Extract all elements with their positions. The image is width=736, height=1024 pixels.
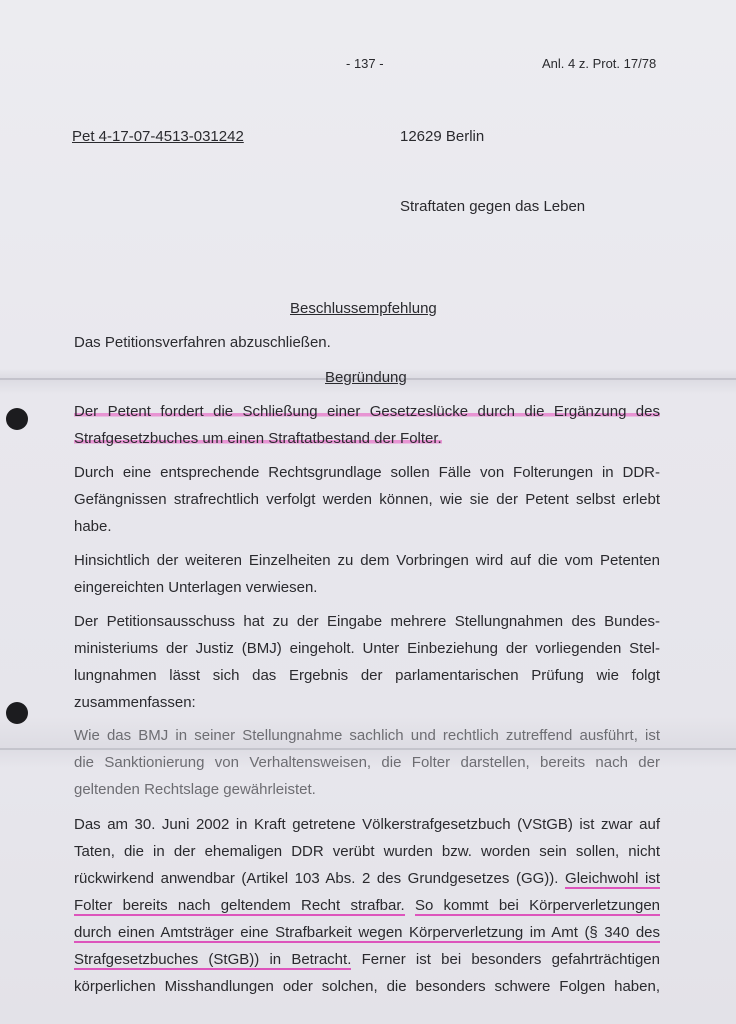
text-line xyxy=(74,946,660,973)
petition-number: Pet 4-17-07-4513-031242 xyxy=(72,128,244,145)
text-line: lungnahmen lässt sich das Ergebnis der parlamentarischen Prüfung wie folgt xyxy=(74,667,660,684)
paragraph xyxy=(74,722,660,803)
text-line xyxy=(74,892,660,919)
text-line: Taten, die in der ehemaligen DDR verübt wurden bzw. worden sein sollen, nicht xyxy=(74,843,660,860)
text-line: körperlichen Misshandlungen oder solchen, die besonders schwere Folgen haben, xyxy=(74,978,660,995)
text-line: geltenden Rechtslage gewährleistet. xyxy=(74,781,316,798)
text-line: die Sanktionierung von Verhaltensweisen, die Folter darstellen, bereits nach der xyxy=(74,754,660,771)
text-line xyxy=(74,865,660,892)
text-line: Gefängnissen strafrechtlich verfolgt werden können, wie sie der Petent selbst erlebt xyxy=(74,491,660,508)
underlined-text: So kommt bei Körperverletzungen xyxy=(414,897,661,914)
text-line: ministeriums der Justiz (BMJ) eingeholt. Unter Einbeziehung der vorliegenden Stel- xyxy=(74,640,660,657)
text-line: Der Petent fordert die Schließung einer Gesetzeslücke durch die Ergänzung des xyxy=(74,403,660,420)
text-line: Der Petitionsausschuss hat zu der Eingabe mehrere Stellungnahmen des Bundes- xyxy=(74,613,660,630)
underlined-text: durch einen Amtsträger eine Strafbarkeit wegen Körperverletzung im Amt (§ 340 des xyxy=(74,924,660,941)
recommendation-heading: Beschlussempfehlung xyxy=(290,300,437,317)
punch-hole xyxy=(6,408,28,430)
text-line: Strafgesetzbuches um einen Straftatbestand der Folter. xyxy=(74,430,442,447)
text-line: eingereichten Unterlagen verwiesen. xyxy=(74,579,318,596)
text-line: Wie das BMJ in seiner Stellungnahme sachlich und rechtlich zutreffend ausführt, ist xyxy=(74,727,660,744)
petitioner-location: 12629 Berlin xyxy=(400,128,485,145)
paragraph xyxy=(74,398,660,452)
text-line: habe. xyxy=(74,518,112,535)
petition-subject: Straftaten gegen das Leben xyxy=(400,198,586,215)
protocol-reference: Anl. 4 z. Prot. 17/78 xyxy=(542,56,657,71)
text-segment: rückwirkend anwendbar (Artikel 103 Abs. 2 des Grundgesetzes (GG)). xyxy=(74,870,559,887)
text-line xyxy=(74,919,660,946)
paragraph xyxy=(74,547,660,601)
punch-hole xyxy=(6,702,28,724)
text-line: zusammenfassen: xyxy=(74,694,196,711)
paragraph xyxy=(74,608,660,716)
reasoning-heading: Begründung xyxy=(325,369,407,386)
recommendation-text: Das Petitionsverfahren abzuschließen. xyxy=(74,334,331,351)
underlined-text: Gleichwohl ist xyxy=(565,870,660,887)
underlined-text: Strafgesetzbuches (StGB)) in Betracht. xyxy=(74,951,352,968)
page-number: - 137 - xyxy=(346,56,384,71)
paragraph xyxy=(74,811,660,1000)
text-line: Das am 30. Juni 2002 in Kraft getretene Völkerstrafgesetzbuch (VStGB) ist zwar auf xyxy=(74,816,660,833)
text-line: Durch eine entsprechende Rechtsgrundlage sollen Fälle von Folterungen in DDR- xyxy=(74,464,660,481)
text-line: Hinsichtlich der weiteren Einzelheiten zu dem Vorbringen wird auf die vom Petenten xyxy=(74,552,660,569)
text-segment: Ferner ist bei besonders gefahrträchtigen xyxy=(361,951,660,968)
underlined-text: Folter bereits nach geltendem Recht strafbar. xyxy=(74,897,405,914)
paragraph xyxy=(74,459,660,540)
